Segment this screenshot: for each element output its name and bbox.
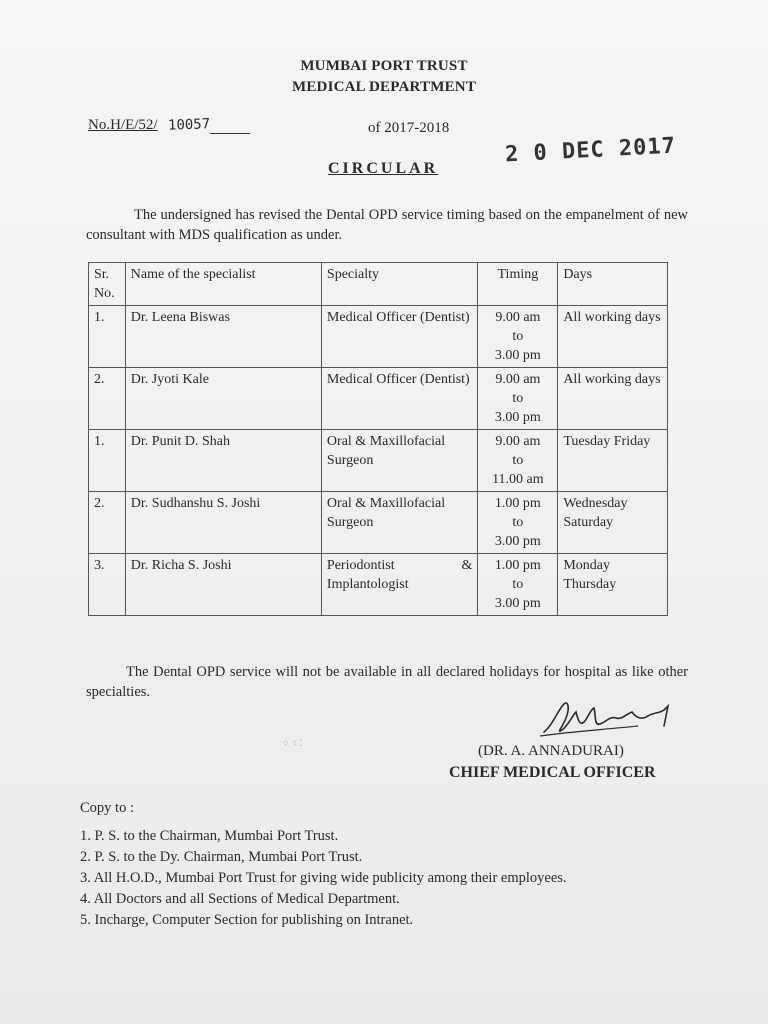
cell-days: All working days — [558, 306, 668, 368]
timing-start: 1.00 pm — [494, 496, 541, 511]
cell-name: Dr. Leena Biswas — [125, 306, 321, 368]
timing-start: 1.00 pm — [494, 558, 541, 573]
cell-name: Dr. Jyoti Kale — [125, 368, 321, 430]
cell-days: Tuesday Friday — [558, 430, 668, 492]
header-name: Name of the specialist — [125, 263, 321, 306]
specialty-part: Implantologist — [326, 577, 409, 592]
cell-specialty: Medical Officer (Dentist) — [321, 368, 478, 430]
timing-end: 3.00 pm — [494, 534, 541, 549]
intro-paragraph: The undersigned has revised the Dental OPD service timing based on the empanelment of new consultant with MDS qualification as under. — [86, 207, 688, 243]
timing-end: 3.00 pm — [494, 596, 541, 611]
cell-name: Dr. Richa S. Joshi — [125, 554, 321, 616]
list-item: 3. All H.O.D., Mumbai Port Trust for giving wide publicity among their employees. — [80, 870, 567, 886]
cell-name: Dr. Punit D. Shah — [125, 430, 321, 492]
org-name: MUMBAI PORT TRUST — [300, 58, 468, 74]
list-item: 1. P. S. to the Chairman, Mumbai Port Trust. — [80, 828, 339, 844]
holiday-note: The Dental OPD service will not be available in all declared holidays for hospital as like other specialties. — [86, 664, 688, 700]
table-row — [89, 368, 668, 430]
table-row — [89, 430, 668, 492]
list-item: 2. P. S. to the Dy. Chairman, Mumbai Port Trust. — [80, 849, 363, 865]
list-item: 4. All Doctors and all Sections of Medical Department. — [80, 891, 400, 907]
header-timing: Timing — [478, 263, 558, 306]
signatory-designation: CHIEF MEDICAL OFFICER — [449, 764, 656, 781]
cell-specialty: Oral & Maxillofacial Surgeon — [321, 430, 478, 492]
cell-timing — [478, 554, 558, 616]
handwritten-number: 10057 — [167, 116, 211, 134]
list-item: 5. Incharge, Computer Section for publishing on Intranet. — [80, 912, 414, 928]
specialty-part: Periodontist — [326, 558, 395, 573]
specialty-ampersand: & — [461, 558, 473, 573]
timing-to: to — [512, 577, 524, 592]
copy-to-list — [80, 826, 567, 931]
timing-end: 11.00 am — [492, 472, 544, 487]
cell-days: Monday Thursday — [558, 554, 668, 616]
signature-image — [538, 696, 678, 742]
cell-days: Wednesday Saturday — [558, 492, 668, 554]
timing-to: to — [512, 329, 524, 344]
scan-speck: ⁘ ⁖ ⁚ — [282, 738, 303, 748]
document-title: CIRCULAR — [328, 160, 439, 177]
cell-sr: 3. — [89, 554, 126, 616]
table-row — [89, 492, 668, 554]
cell-sr: 2. — [89, 492, 126, 554]
timing-start: 9.00 am — [495, 372, 541, 387]
cell-timing — [478, 306, 558, 368]
date-stamp: 2 0 DEC 2017 — [504, 133, 677, 168]
header-sr-no: Sr. No. — [89, 263, 126, 306]
timing-to: to — [512, 391, 524, 406]
cell-timing — [478, 368, 558, 430]
header-days: Days — [558, 263, 668, 306]
timing-to: to — [512, 453, 524, 468]
cell-specialty — [321, 554, 478, 616]
table-row — [89, 554, 668, 616]
reference-year: of 2017-2018 — [368, 120, 450, 136]
copy-to-label: Copy to : — [80, 800, 134, 816]
timing-to: to — [512, 515, 524, 530]
table-header-row — [89, 263, 668, 306]
reference-underline — [210, 133, 250, 134]
reference-prefix: No.H/E/52/ — [88, 117, 158, 133]
cell-days: All working days — [558, 368, 668, 430]
timing-start: 9.00 am — [495, 310, 541, 325]
timing-end: 3.00 pm — [494, 410, 541, 425]
cell-specialty: Medical Officer (Dentist) — [321, 306, 478, 368]
reference-number — [88, 117, 250, 134]
cell-timing — [478, 492, 558, 554]
cell-specialty: Oral & Maxillofacial Surgeon — [321, 492, 478, 554]
cell-name: Dr. Sudhanshu S. Joshi — [125, 492, 321, 554]
cell-sr: 2. — [89, 368, 126, 430]
opd-schedule-table — [88, 262, 668, 616]
timing-end: 3.00 pm — [494, 348, 541, 363]
department-name: MEDICAL DEPARTMENT — [291, 79, 477, 95]
cell-sr: 1. — [89, 306, 126, 368]
cell-sr: 1. — [89, 430, 126, 492]
cell-timing — [478, 430, 558, 492]
signatory-name: (DR. A. ANNADURAI) — [478, 743, 624, 759]
timing-start: 9.00 am — [495, 434, 541, 449]
header-specialty: Specialty — [321, 263, 478, 306]
table-row — [89, 306, 668, 368]
